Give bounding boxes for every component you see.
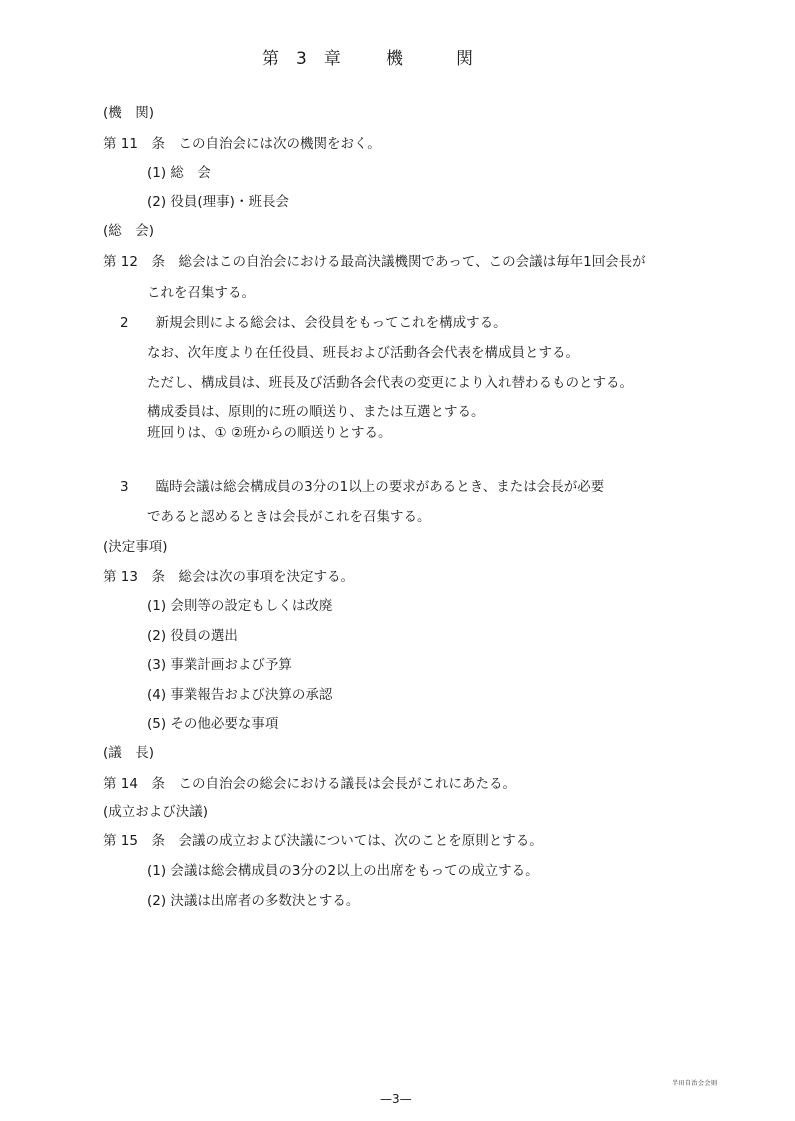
heading-kikan: (機 関) <box>103 105 155 121</box>
chapter-title-char-2: 関 <box>456 49 473 69</box>
chapter-title-char-1: 機 <box>386 49 403 69</box>
heading-soukai: (総 会) <box>103 223 155 239</box>
chapter-title <box>0 44 795 68</box>
article-12: 第 12 条 総会はこの自治会における最高決議機関であって、この会議は毎年1回会長が <box>103 254 646 270</box>
article-12-paragraph-2-line-2: なお、次年度より在任役員、班長および活動各会代表を構成員とする。 <box>147 345 579 361</box>
chapter-number: 第 3 章 <box>262 49 341 69</box>
heading-kettei: (決定事項) <box>103 539 168 555</box>
article-12-paragraph-2-line-3: ただし、構成員は、班長及び活動各会代表の変更により入れ替わるものとする。 <box>147 375 633 391</box>
article-12-paragraph-2-line-5: 班回りは、① ②班からの順送りとする。 <box>147 425 392 441</box>
article-13-item-5: (5) その他必要な事項 <box>147 716 279 732</box>
heading-seiritsu: (成立および決議) <box>103 804 209 820</box>
page-number: —3— <box>380 1092 412 1106</box>
document-name-stamp: 半田自治会会則 <box>672 1080 718 1087</box>
article-13: 第 13 条 総会は次の事項を決定する。 <box>103 569 354 585</box>
article-13-item-3: (3) 事業計画および予算 <box>147 657 292 673</box>
article-13-item-4: (4) 事業報告および決算の承認 <box>147 687 333 703</box>
article-11: 第 11 条 この自治会には次の機関をおく。 <box>103 136 381 152</box>
article-15: 第 15 条 会議の成立および決議については、次のことを原則とする。 <box>103 833 543 849</box>
article-15-item-1: (1) 会議は総会構成員の3分の2以上の出席をもっての成立する。 <box>147 863 539 879</box>
article-12-paragraph-2-line-4: 構成委員は、原則的に班の順送り、または互選とする。 <box>147 404 485 420</box>
article-14: 第 14 条 この自治会の総会における議長は会長がこれにあたる。 <box>103 776 516 792</box>
article-15-item-2: (2) 決議は出席者の多数決とする。 <box>147 893 360 909</box>
article-13-item-1: (1) 会則等の設定もしくは改廃 <box>147 598 333 614</box>
article-11-item-1: (1) 総 会 <box>147 165 211 181</box>
article-12-paragraph-3: 3 臨時会議は総会構成員の3分の1以上の要求があるとき、または会長が必要 <box>120 479 605 495</box>
article-11-item-2: (2) 役員(理事)・班長会 <box>147 194 289 210</box>
heading-gichou: (議 長) <box>103 745 155 761</box>
article-12-continuation: これを召集する。 <box>147 285 255 301</box>
article-12-paragraph-3-line-2: であると認めるときは会長がこれを召集する。 <box>147 509 431 525</box>
article-13-item-2: (2) 役員の選出 <box>147 628 238 644</box>
article-12-paragraph-2: 2 新規会則による総会は、会役員をもってこれを構成する。 <box>120 315 507 331</box>
